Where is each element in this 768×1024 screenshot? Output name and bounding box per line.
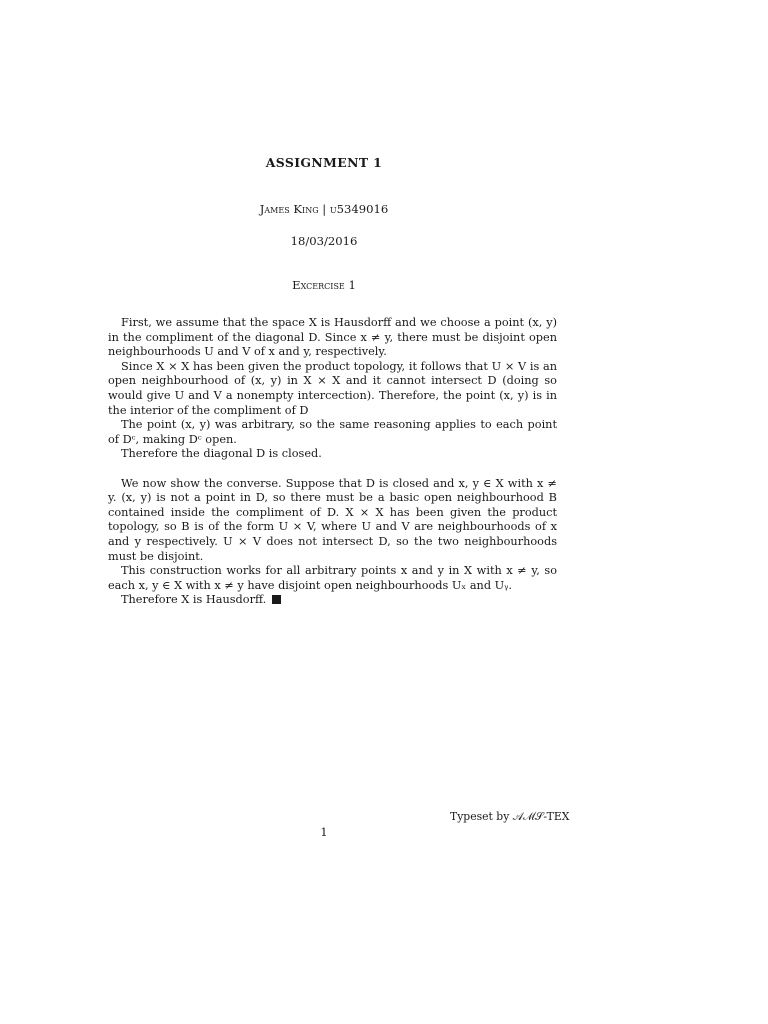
page-number: 1 <box>320 826 328 839</box>
typeset-prefix: Typeset by <box>450 810 513 823</box>
typeset-credit <box>450 810 569 825</box>
paragraph: First, we assume that the space X is Hausdorff and we choose a point (x, y) in the compliment of the diagonal D. Since x ≠ y, there must be disjoint open neighbourhoods U and V of x and y, respectively. <box>108 316 557 359</box>
ams-tex-logo: 𝒜ℳ𝒮-TEX <box>512 810 570 823</box>
paragraph: We now show the converse. Suppose that D is closed and x, y ∈ X with x ≠ y. (x, y) is not a point in D, so there must be a basic open neighbourhood B contained inside the compliment of D. X × X has been given the product topology, so B is of the form U × V, where U and V are neighbourhoods of x and y respectively. U × V does not intersect D, so the two neighbourhoods must be disjoint. <box>108 476 557 563</box>
paragraph: Since X × X has been given the product topology, it follows that U × V is an open neighbourhood of (x, y) in X × X and it cannot intersect D (doing so would give U and V a nonempty intercection). Therefore, the point (x, y) is in the interior of the compliment of D <box>108 359 557 417</box>
qed-square-icon <box>272 595 281 604</box>
paragraph: The point (x, y) was arbitrary, so the same reasoning applies to each point of Dᶜ, making Dᶜ open. <box>108 418 557 446</box>
author-line: James King | u5349016 <box>259 202 389 216</box>
paragraph-gap <box>108 462 557 477</box>
assignment-title: ASSIGNMENT 1 <box>265 155 383 170</box>
paragraph: This construction works for all arbitrary points x and y in X with x ≠ y, so each x, y ∈ X with x ≠ y have disjoint open neighbourhoods Uₓ and Uᵧ. <box>108 564 557 592</box>
paragraph: Therefore the diagonal D is closed. <box>121 447 322 461</box>
conclusion-paragraph <box>108 593 557 608</box>
proof-body <box>108 316 557 608</box>
conclusion-text: Therefore X is Hausdorff. <box>121 593 267 607</box>
date-line: 18/03/2016 <box>290 234 358 248</box>
exercise-heading: Excercise 1 <box>292 278 356 292</box>
